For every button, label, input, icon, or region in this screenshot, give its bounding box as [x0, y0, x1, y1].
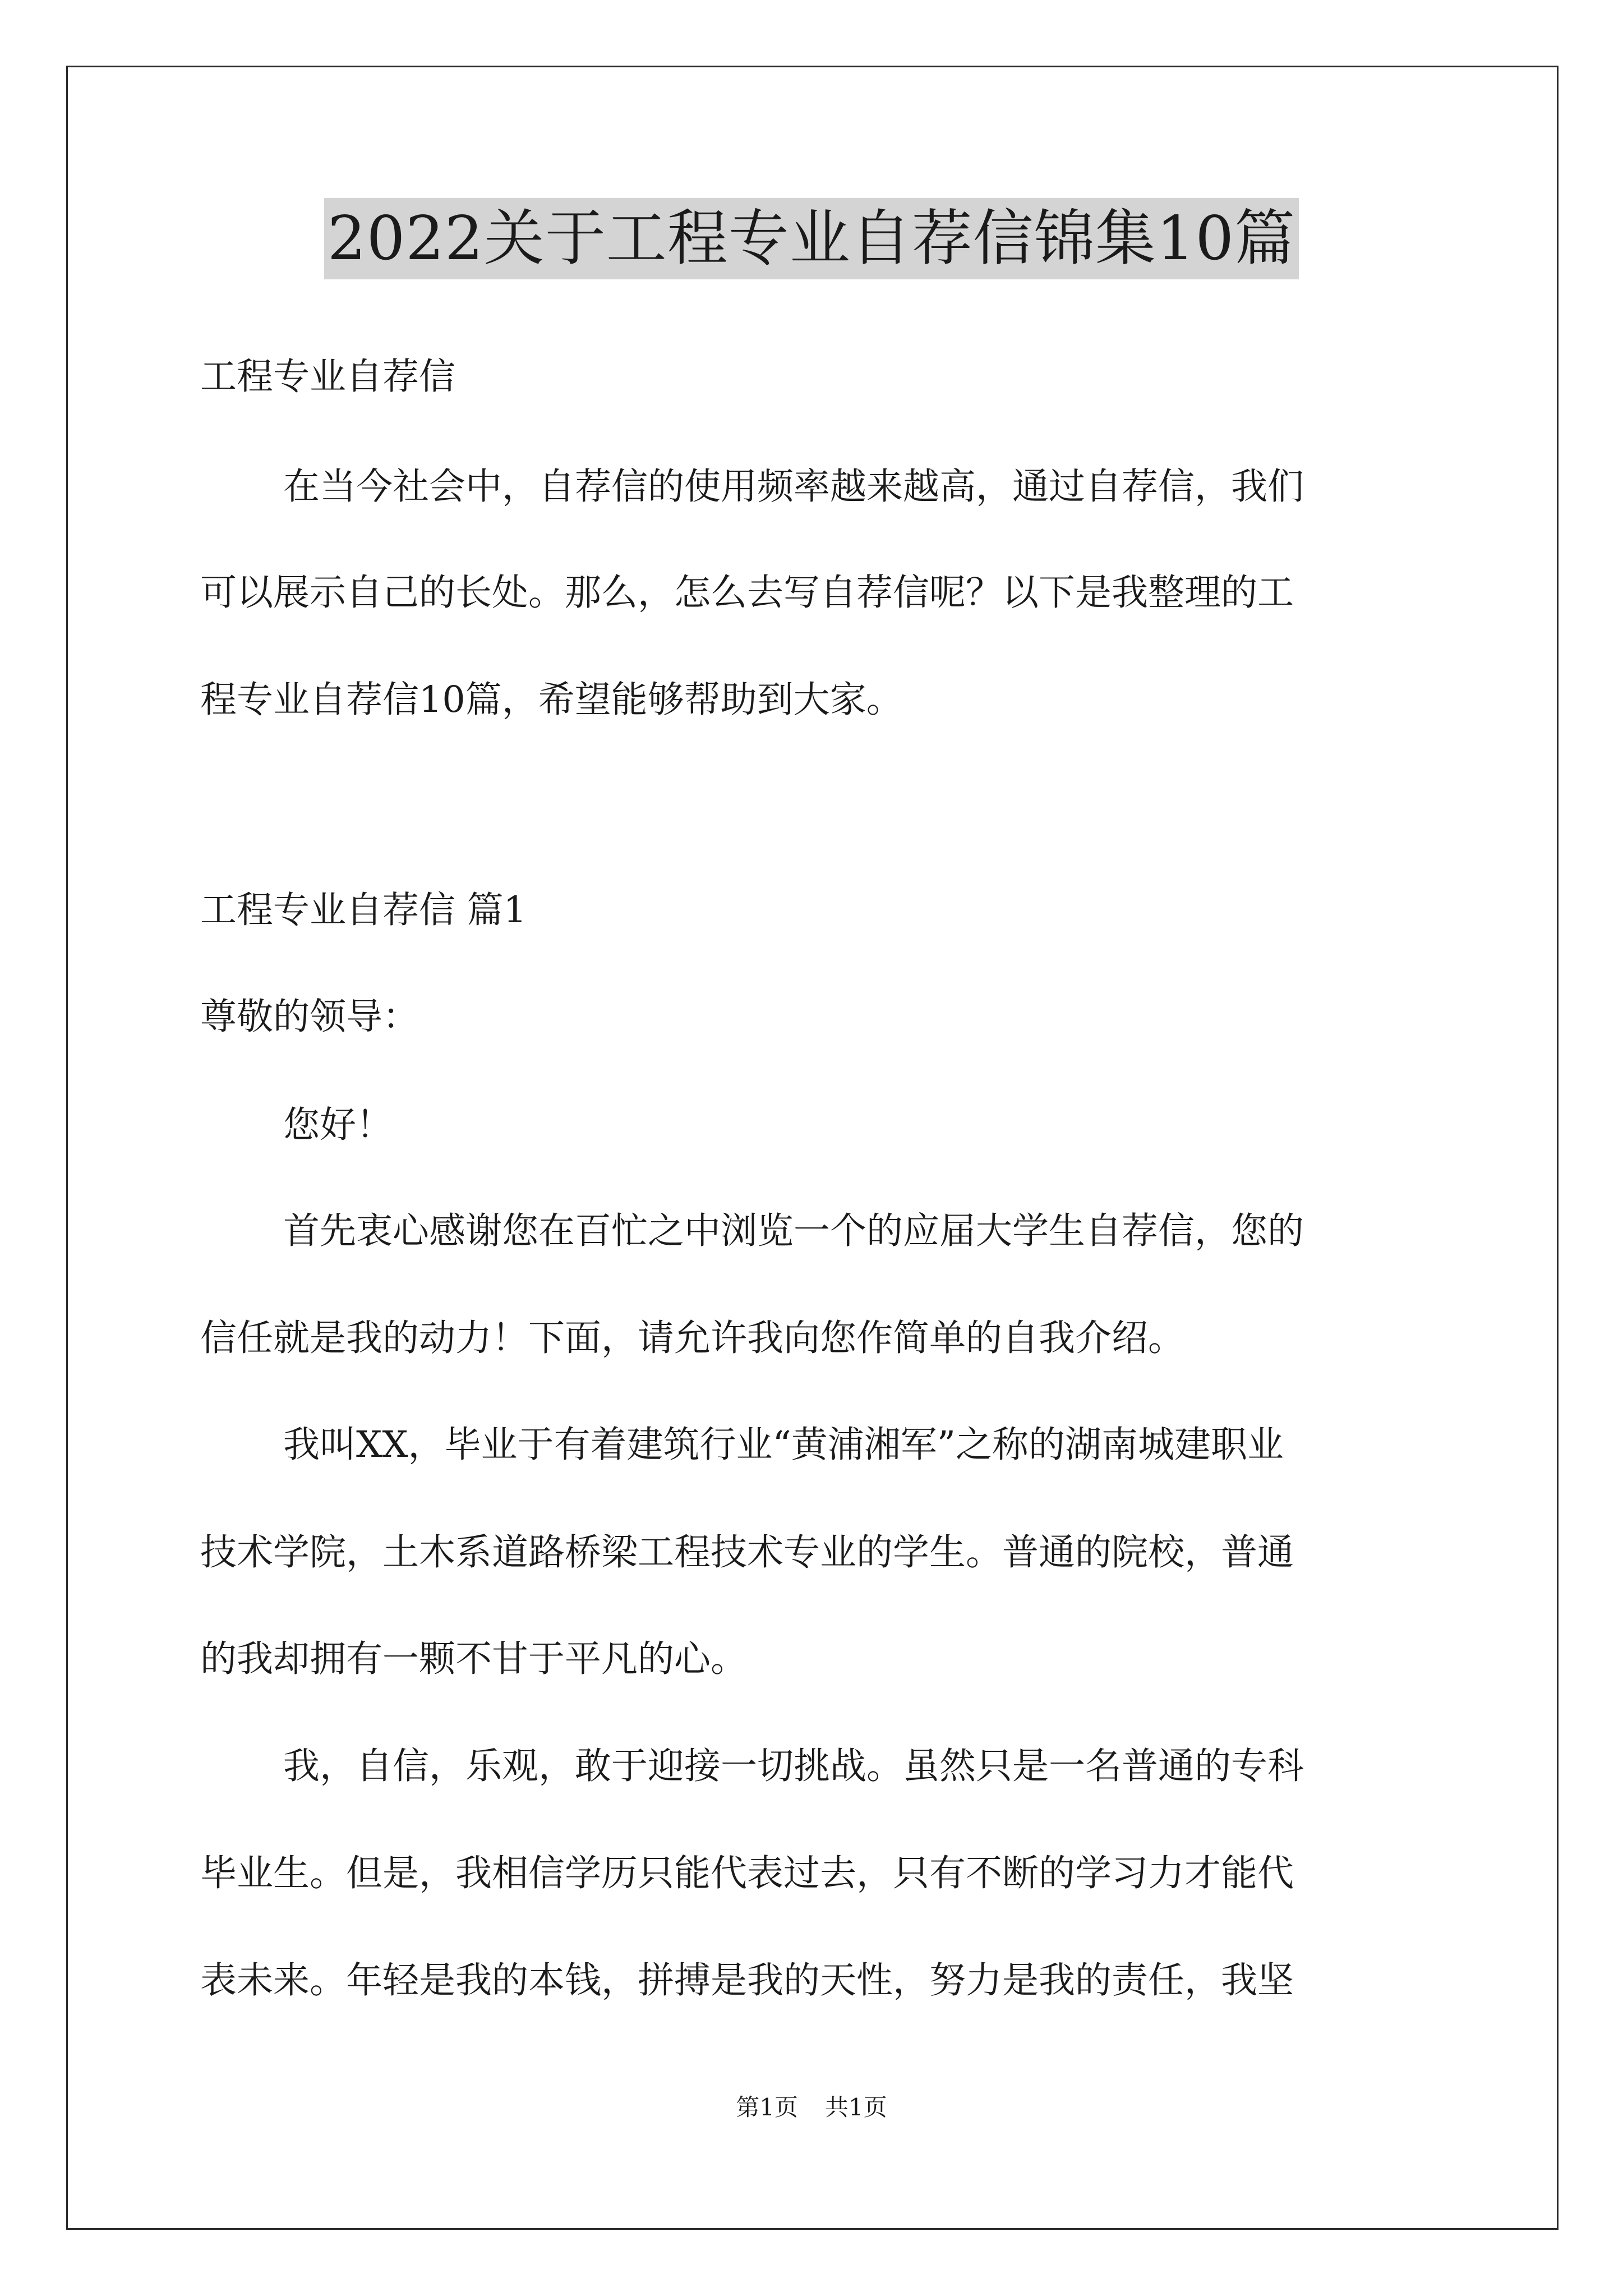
- page-total: 共1页: [825, 2093, 887, 2121]
- page-number: 第1页: [736, 2093, 798, 2121]
- paragraph-line: 表未来。年轻是我的本钱，拼搏是我的天性，努力是我的责任，我坚: [200, 1959, 1294, 2001]
- greeting: 您好！: [283, 1104, 393, 1146]
- paragraph-line: 首先衷心感谢您在百忙之中浏览一个的应届大学生自荐信，您的: [283, 1210, 1304, 1252]
- document-title: 2022关于工程专业自荐信锦集10篇: [324, 198, 1299, 279]
- paragraph-line: 我叫XX，毕业于有着建筑行业“黄浦湘军”之称的湖南城建职业: [283, 1424, 1284, 1466]
- title-container: [0, 198, 1623, 279]
- paragraph-line: 程专业自荐信10篇，希望能够帮助到大家。: [200, 679, 903, 721]
- salutation: 尊敬的领导：: [200, 996, 419, 1038]
- section-heading: 工程专业自荐信 篇1: [200, 889, 527, 931]
- paragraph-line: 信任就是我的动力！下面，请允许我向您作简单的自我介绍。: [200, 1317, 1185, 1359]
- paragraph-line: 毕业生。但是，我相信学历只能代表过去，只有不断的学习力才能代: [200, 1852, 1294, 1894]
- paragraph-line: 技术学院，土木系道路桥梁工程技术专业的学生。普通的院校，普通: [200, 1531, 1294, 1573]
- page-footer: [0, 2093, 1623, 2122]
- paragraph-line: 我，自信，乐观，敢于迎接一切挑战。虽然只是一名普通的专科: [283, 1745, 1304, 1787]
- paragraph-line: 的我却拥有一颗不甘于平凡的心。: [200, 1638, 748, 1680]
- paragraph-line: 在当今社会中，自荐信的使用频率越来越高，通过自荐信，我们: [283, 466, 1304, 508]
- section-heading: 工程专业自荐信: [200, 356, 456, 398]
- paragraph-line: 可以展示自己的长处。那么，怎么去写自荐信呢？以下是我整理的工: [200, 572, 1294, 614]
